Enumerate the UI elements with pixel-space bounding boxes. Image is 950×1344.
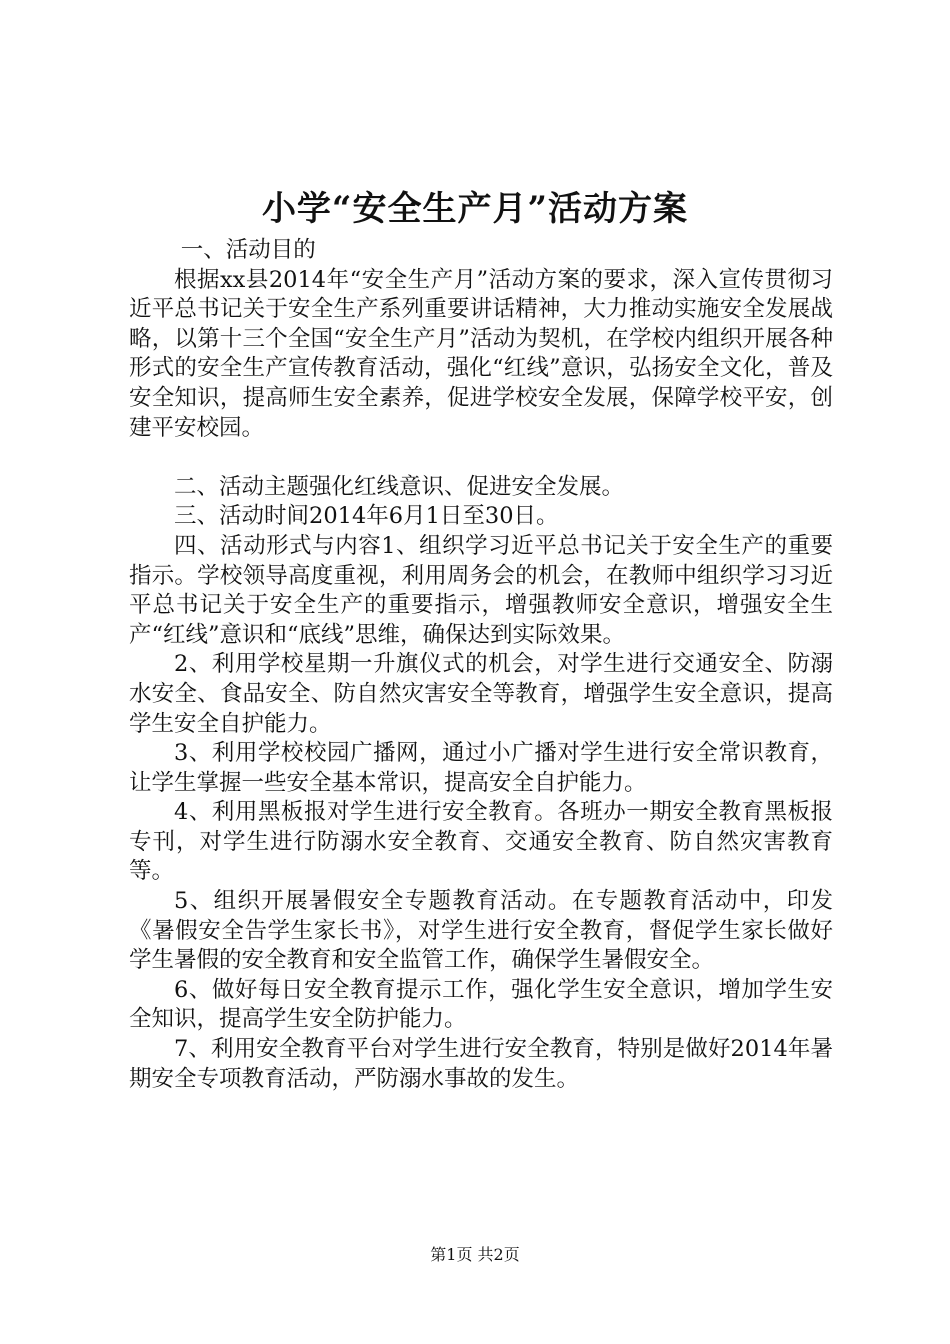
section-heading-time: 三、活动时间2014年6月1日至30日。 [174,503,559,530]
paragraph-content-6: 6、做好每日安全教育提示工作，强化学生安全意识，增加学生安全知识，提高学生安全防护能力。 [129,976,833,1033]
page-number-footer: 第1页 共2页 [430,1245,520,1264]
document-title: 小学“安全生产月”活动方案 [261,189,689,229]
document-body [129,236,833,1094]
section-heading-purpose: 一、活动目的 [180,237,316,263]
paragraph-content-1: 四、活动形式与内容1、组织学习近平总书记关于安全生产的重要指示。学校领导高度重视，利用周务会的机会，在教师中组织学习习近平总书记关于安全生产的重要指示，增强教师安全意识，增强安全生产“红线”意识和“底线”思维，确保达到实际效果。 [129,532,833,648]
paragraph-purpose: 根据xx县2014年“安全生产月”活动方案的要求，深入宣传贯彻习近平总书记关于安全生产系列重要讲话精神，大力推动实施安全发展战略，以第十三个全国“安全生产月”活动为契机，在学校内组织开展各种形式的安全生产宣传教育活动，强化“红线”意识，弘扬安全文化，普及安全知识，提高师生安全素养，促进学校安全发展，保障学校平安，创建平安校园。 [129,266,833,441]
paragraph-content-4: 4、利用黑板报对学生进行安全教育。各班办一期安全教育黑板报专刊，对学生进行防溺水安全教育、交通安全教育、防自然灾害教育等。 [129,799,833,885]
paragraph-content-2: 2、利用学校星期一升旗仪式的机会，对学生进行交通安全、防溺水安全、食品安全、防自然灾害安全等教育，增强学生安全意识，提高学生安全自护能力。 [129,651,833,737]
paragraph-content-7: 7、利用安全教育平台对学生进行安全教育，特别是做好2014年暑期安全专项教育活动，严防溺水事故的发生。 [129,1036,833,1092]
section-heading-theme: 二、活动主题强化红线意识、促进安全发展。 [174,473,625,500]
paragraph-content-5: 5、组织开展暑假安全专题教育活动。在专题教育活动中，印发《暑假安全告学生家长书》，对学生进行安全教育，督促学生家长做好学生暑假的安全教育和安全监管工作，确保学生暑假安全。 [129,888,833,974]
paragraph-content-3: 3、利用学校校园广播网，通过小广播对学生进行安全常识教育，让学生掌握一些安全基本常识，提高安全自护能力。 [129,740,833,796]
